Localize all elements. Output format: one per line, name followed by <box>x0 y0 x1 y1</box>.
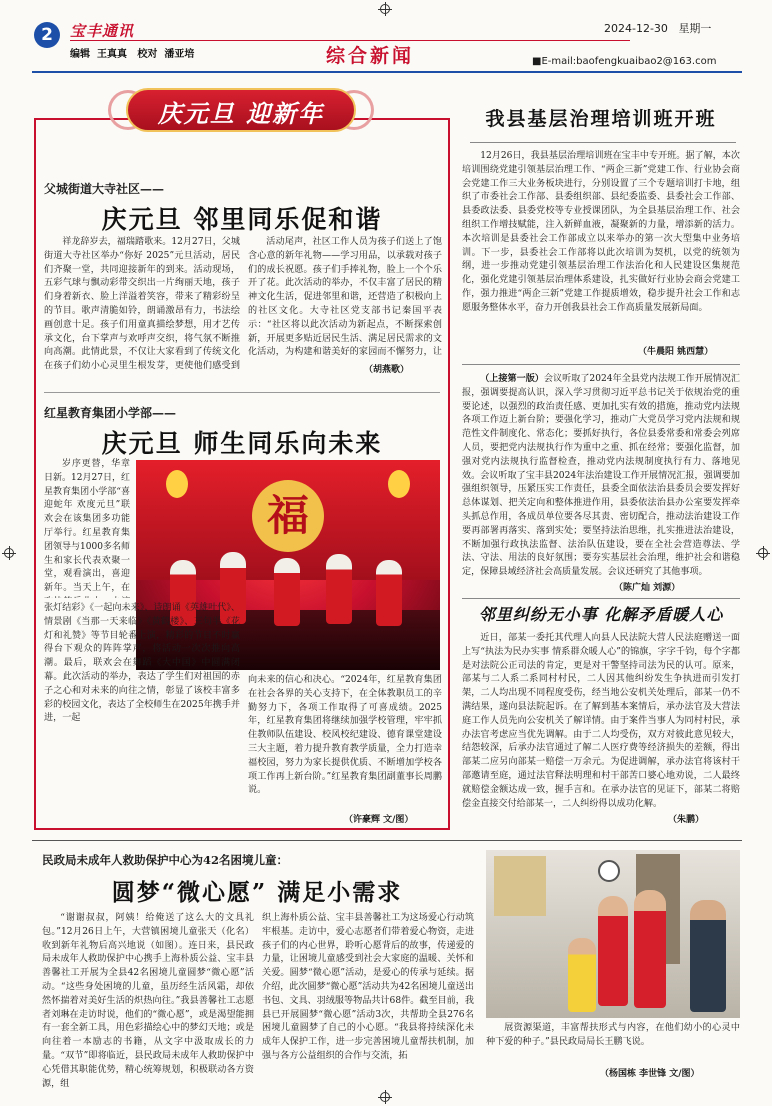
article2-col2-text: 向未来的信心和决心。“2024年，红星教育集团在社会各界的关心支持下，在全体教职员工的辛勤努力下，各项工作取得了可喜成绩。2025年，红星教育集团将继续加强学校管理，牢牢抓住教师队伍建设、校风校纪建设、德育课堂建设三大主题，着力提升教育教学质量，全力打造幸福校园，努力为家长提供优质、不断增加学校各项工作再上新台阶。”红星教育集团副董事长周鹏说。 <box>248 675 442 796</box>
date-text: 2024-12-30 <box>604 22 668 35</box>
issue-date <box>604 20 711 36</box>
article3-text: 12月26日，我县基层治理培训班在宝丰中专开班。据了解，本次培训围绕党建引领基层治理工作、“两企三新”党建工作、行业协会商会党建工作三大业务板块进行，分别设置了三个专题培训打卡地，组织了市委社会工作部、县委组织部、县纪委监委、县委社会工作部、县委政法委、县委党校等专业授课团队，为全县基层治理工作、社会组织工作增技赋能，注入新鲜血液，凝聚新的力量，增添新的活力。本次培训是县委社会工作部成立以来举办的第一次大型集中业务培训。下一步，县委社会工作部将以此次培训为契机，以党的统领为纲，进一步推动党建引领基层治理工作法治化和人民建设区集规范化，强化党建引领基层治理体系建设，扎实做好行业协会商会党建工作，强力推进“两企三新”党建工作提质增效，稳步提升社会工作和志愿服务整体水平，奋力开创我县社会工作高质量发展新局面。 <box>462 151 740 313</box>
registration-mark-top <box>380 4 390 14</box>
article2-col1a-text: 岁序更替，华章日新。12月27日，红星教育集团小学部“喜迎蛇年 欢度元旦”联欢会在该集团多功能厅举行。红星教育集团领导与1000多名师生和家长代表欢聚一堂，观看演出，喜迎新年。当天上午，在 <box>44 459 130 594</box>
article3-body <box>462 150 740 344</box>
editor-name: 王真真 <box>96 49 127 60</box>
edit-label: 编辑 <box>70 49 90 60</box>
banner-title: 庆元旦 迎新年 <box>157 100 325 128</box>
volunteer-2 <box>634 890 666 1008</box>
article6-col2-text: 织上海朴质公益、宝丰县善馨社工为这场爱心行动筑牢根基。走访中，爱心志愿者们带着爱心物资，走进孩子们的内心世界，聆听心愿背后的故事，传递爱的力量，让困境儿童感受到社会大家庭的温暖、关怀和关爱。圆梦“微心愿”活动，是爱心的传承与延续。据介绍，此次圆梦“微心愿”活动共为42名困境儿童送出书包、文具、羽绒服等物品共计68件。截至目前，我县已开展圆梦“微心愿”活动3次，共帮助全县276名困境儿童圆梦了自己的小心愿。“我县将持续深化未成年人保护工作，进一步完善困境儿童帮扶机制，加强与各方公益组织的合作与交流，拓 <box>262 913 474 1061</box>
masthead-blue-rule <box>32 71 742 73</box>
article6-title: 圆梦“微心愿” 满足小需求 <box>111 879 403 906</box>
article6-col3-text: 展资源渠道，丰富帮扶形式与内容，在他们幼小的心灵中种下爱的种子。”县民政局局长王鹏飞说。 <box>486 1023 740 1047</box>
article6-col1 <box>42 912 254 1100</box>
lantern-left <box>166 470 188 498</box>
article1-col2 <box>248 236 442 360</box>
page-number-badge: 2 <box>34 22 60 48</box>
article2-byline: （许豪辉 文/图） <box>344 815 414 825</box>
bottom-section-rule <box>32 840 742 841</box>
article2-col1-wide <box>44 602 240 824</box>
article2-col1-narrow <box>44 458 130 598</box>
article3-title-rule <box>470 142 736 143</box>
masthead <box>0 18 772 74</box>
proof-label: 校对 <box>137 49 158 60</box>
article3-byline: （牛晨阳 姚西慧） <box>638 347 714 357</box>
article6-col2 <box>262 912 474 1100</box>
weekday-text: 星期一 <box>678 22 712 35</box>
proofreader-name: 潘亚培 <box>164 49 195 60</box>
article6-col1-text: “谢谢叔叔，阿姨！给俺送了这么大的文具礼包。”12月26日上午，大营镇困境儿童张天（化名）收到新年礼物后高兴地说（如图）。连日来，县民政局未成年人救助保护中心携手上海朴质公益、宝丰县善馨社工开展为全县42名困境儿童圆梦“微心愿”活动。“这些身处困境的儿童，虽历经生活风霜，却依然怀揣着对美好生活的炽热向往。”我县善馨社工志愿者刘琳在走访时说，他们的“微心愿”，或是渴望能拥有一套全新工具，用色彩描绘心中的梦幻天地；或是向往着一本励志的书籍，从文字中汲取成长的力量。“双节”即将临近，县民政局未成年人救助保护中心凭借其职能优势，精心统筹规划，积极联动各方资源，组 <box>42 913 254 1089</box>
article2-col2 <box>248 674 442 810</box>
dancer-5 <box>376 560 402 626</box>
article1-col1-text: 祥龙辞岁去，福瑞踏歌来。12月27日，父城街道大寺社区举办“你好 2025”元旦活动，居民们齐聚一堂，共同迎接新年的到来。活动现场，五彩气球与飘动彩带交织出一片绚丽天地，孩子们身着新衣、脸上洋溢着笑容，带来了精彩纷呈的节目。歌声清脆如铃，朗诵激昂有力，书法绘画创意十足。孩子们用童真描绘梦想，用才艺传承文化，台下掌声与欢呼声交织，将气氛不断推向高潮。此情此景，不仅让大家看到了传统文化在孩子们幼小心灵里生根发芽，更使他们感受到 <box>44 237 240 372</box>
article6-kicker: 民政局未成年人救助保护中心为42名困境儿童： <box>42 853 289 867</box>
dancer-3 <box>274 558 300 626</box>
wall-clock <box>598 860 620 882</box>
paper-name: 宝丰通讯 <box>70 22 135 40</box>
section-title: 综合新闻 <box>326 45 415 67</box>
article6-col3 <box>486 1022 740 1064</box>
article-divider <box>44 392 440 393</box>
article4-body <box>462 372 740 580</box>
article2-title: 庆元旦 师生同乐向未来 <box>101 429 383 458</box>
article5-title: 邻里纠纷无小事 化解矛盾暖人心 <box>478 605 724 624</box>
article5-body <box>462 632 740 812</box>
article4-top-rule <box>462 364 740 365</box>
elder <box>690 900 726 1012</box>
article5-top-rule <box>462 598 740 599</box>
article5-byline: （朱鹏） <box>668 815 705 825</box>
volunteer-photo <box>486 850 740 1018</box>
new-year-banner <box>108 82 374 140</box>
article4-lead: （上接第一版） <box>480 373 544 384</box>
article1-col2-text: 活动尾声，社区工作人员为孩子们送上了饱含心意的新年礼物——学习用品，以承载对孩子们的成长祝愿。孩子们手捧礼物，脸上一个个乐开了花。此次活动的举办，不仅丰富了居民的精神文化生活，促进邻里和谐，还营造了积极向上的社区文化。大寺社区党支部书记秦国平表示：“社区将以此次活动为新起点，不断探索创新，开展更多贴近居民生活、满足居民需求的文化活动，为构建和谐美好的家园而不懈努力，让 <box>248 237 442 358</box>
lantern-right <box>388 470 410 498</box>
article1-kicker: 父城街道大寺社区—— <box>44 182 165 196</box>
article4-byline: （陈广灿 刘源） <box>614 583 681 593</box>
credits <box>70 45 194 60</box>
article5-text: 近日，部某一委托其代理人向县人民法院大营人民法庭赠送一面上写“执法为民办实事 情系群众暖人心”的锦旗，字字千钧，每个字都是对法院公正司法的肯定，更是对干警坚持司法为民的认可。原来，部某与二人系二系同村村民，二人因其他纠纷发生争执进而引发打架，二人均出现不同程度受伤，经当地公安机关处理后，部某一仍不满结果，遂向县法院起诉。在了解到基本案情后，承办法官及大营法庭工作人员先向公安机关了解详情。由于案件当事人为同村村民，承办法官考虑应当优先调解。由于二人均受伤，双方对彼此意见较大，结怨较深，后承办法官通过了解二人医疗费等经济损失的差额，得出部某二应另向部某一赔偿一万余元。为促进调解，承办法官将该村干部邀请至庭，通过法官释法明理和村干部苦口婆心地劝说，二人最终就赔偿金额达成一致，握手言和。在承办法官的见证下，部某二将赔偿金直接交付给部某一，二人纠纷得以成功化解。 <box>462 633 740 809</box>
article3-title: 我县基层治理培训班开班 <box>485 108 717 130</box>
article1-byline: （胡燕歌） <box>364 365 410 375</box>
article1-title: 庆元旦 邻里同乐促和谐 <box>101 205 383 234</box>
article4-text-wrap <box>462 372 740 580</box>
backdrop-fu-character: 福 <box>252 480 324 552</box>
registration-mark-right <box>758 548 768 558</box>
article2-col1b-text: 张灯结彩》《一起向未来》、诗朗诵《英雄叶代》、情景剧《当那一天来临》《黄鹤楼》、三句半《花灯和礼赞》等节目轮番上演，精彩的节目不时赢得台下观众的阵阵掌声，将活动一次次推向高潮。最后，联欢会在舞蹈《大中国》中圆满闭幕。此次活动的举办，表达了学生们对祖国的赤子之心和对未来的向往之情，彰显了该校丰富多彩的校园文化，表达了全校师生在2025年携手并进，一起 <box>44 603 240 724</box>
article6-byline: （杨国栋 李世锋 文/图） <box>600 1069 700 1079</box>
article2-kicker: 红星教育集团小学部—— <box>44 406 177 420</box>
dancer-4 <box>326 554 352 624</box>
registration-mark-left <box>4 548 14 558</box>
article1-col1 <box>44 236 240 374</box>
child <box>568 938 596 1012</box>
article4-text: 会议听取了2024年全县党内法规工作开展情况汇报，强调要提高认识，深入学习贯彻习近平总书记关于依规治党的重要论述，以强烈的政治责任感、更加扎实有效的措施，推动党内法规各项工作迈上新台阶；要强化学习，推动广大党员学习党内法规和规范性文件制度化、常态化；要抓好执行，各位县委常委和常委会列席人员，要把党内法规执行作为重中之重、抓在经常；要强化监督，加强对党内法规执行监督检查，推动党内法规制度执行有力、落地见效。会议听取了宝丰县2024年法治建设工作开展情况汇报，强调要加强组织领导，压紧压实工作责任，县委全面依法治县委员会要发挥好总体谋划、把关定向和整体推进作用，县委依法治县办公室要发挥牵头抓总作用，各成员单位要各尽其责、密切配合，推动法治建设工作要再部署再落实、落到实处；要坚持法治思维，扎实推进法治建设，不断加强行政执法监督、法治队伍建设，要在全社会营造尊法、学法、守法、用法的良好氛围；要夯实基层社会治理，维护社会和谐稳定，保障县域经济社会高质量发展。会议还研究了其他事项。 <box>462 374 740 578</box>
volunteer-1 <box>598 896 628 1006</box>
email-line: ■E-mail:baofengkuaibao2@163.com <box>532 56 717 67</box>
wall-poster <box>494 856 546 916</box>
